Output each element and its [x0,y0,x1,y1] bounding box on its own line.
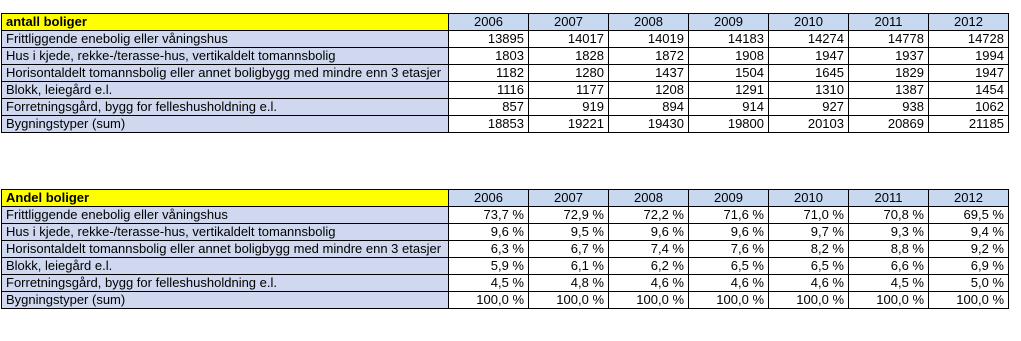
cell-value: 4,6 % [769,275,849,292]
row-label: Blokk, leiegård e.l. [2,258,449,275]
cell-value: 7,6 % [689,241,769,258]
cell-value: 1454 [929,82,1009,99]
row-label: Blokk, leiegård e.l. [2,82,449,99]
cell-value: 14019 [609,31,689,48]
cell-value: 8,8 % [849,241,929,258]
cell-value: 1387 [849,82,929,99]
cell-value: 1437 [609,65,689,82]
cell-value: 100,0 % [529,292,609,309]
cell-value: 100,0 % [449,292,529,309]
cell-value: 100,0 % [849,292,929,309]
table-row [2,258,1009,275]
cell-value: 100,0 % [609,292,689,309]
table-row [2,99,1009,116]
cell-value: 14728 [929,31,1009,48]
cell-value: 1829 [849,65,929,82]
row-label: Forretningsgård, bygg for felleshusholdning e.l. [2,275,449,292]
table-title: antall boliger [2,14,449,31]
cell-value: 5,9 % [449,258,529,275]
cell-value: 21185 [929,116,1009,133]
cell-value: 914 [689,99,769,116]
cell-value: 1291 [689,82,769,99]
cell-value: 19221 [529,116,609,133]
cell-value: 72,2 % [609,207,689,224]
table-row [2,48,1009,65]
year-header: 2010 [769,14,849,31]
cell-value: 69,5 % [929,207,1009,224]
andel-boliger-table [1,189,1009,309]
cell-value: 6,3 % [449,241,529,258]
cell-value: 72,9 % [529,207,609,224]
cell-value: 9,2 % [929,241,1009,258]
cell-value: 71,0 % [769,207,849,224]
cell-value: 6,9 % [929,258,1009,275]
table-row [2,275,1009,292]
table-row [2,82,1009,99]
cell-value: 4,8 % [529,275,609,292]
header-row [2,190,1009,207]
cell-value: 8,2 % [769,241,849,258]
row-label: Frittliggende enebolig eller våningshus [2,207,449,224]
row-label: Horisontaldelt tomannsbolig eller annet boligbygg med mindre enn 3 etasjer [2,241,449,258]
cell-value: 1182 [449,65,529,82]
year-header: 2007 [529,14,609,31]
cell-value: 1504 [689,65,769,82]
row-label: Hus i kjede, rekke-/terasse-hus, vertikaldelt tomannsbolig [2,48,449,65]
cell-value: 70,8 % [849,207,929,224]
cell-value: 1208 [609,82,689,99]
cell-value: 7,4 % [609,241,689,258]
cell-value: 9,4 % [929,224,1009,241]
row-label: Horisontaldelt tomannsbolig eller annet boligbygg med mindre enn 3 etasjer [2,65,449,82]
cell-value: 919 [529,99,609,116]
year-header: 2007 [529,190,609,207]
cell-value: 18853 [449,116,529,133]
cell-value: 9,5 % [529,224,609,241]
table-row [2,207,1009,224]
cell-value: 1280 [529,65,609,82]
cell-value: 1116 [449,82,529,99]
cell-value: 9,6 % [609,224,689,241]
row-label: Hus i kjede, rekke-/terasse-hus, vertikaldelt tomannsbolig [2,224,449,241]
cell-value: 5,0 % [929,275,1009,292]
cell-value: 71,6 % [689,207,769,224]
cell-value: 9,3 % [849,224,929,241]
table-row [2,224,1009,241]
cell-value: 927 [769,99,849,116]
cell-value: 1872 [609,48,689,65]
cell-value: 73,7 % [449,207,529,224]
cell-value: 1645 [769,65,849,82]
cell-value: 9,7 % [769,224,849,241]
year-header: 2006 [449,14,529,31]
cell-value: 4,6 % [609,275,689,292]
cell-value: 6,6 % [849,258,929,275]
cell-value: 4,5 % [449,275,529,292]
table-row [2,116,1009,133]
cell-value: 9,6 % [689,224,769,241]
cell-value: 1994 [929,48,1009,65]
year-header: 2010 [769,190,849,207]
year-header: 2006 [449,190,529,207]
year-header: 2011 [849,14,929,31]
cell-value: 938 [849,99,929,116]
cell-value: 100,0 % [689,292,769,309]
cell-value: 1828 [529,48,609,65]
cell-value: 6,1 % [529,258,609,275]
cell-value: 1062 [929,99,1009,116]
cell-value: 4,5 % [849,275,929,292]
year-header: 2009 [689,14,769,31]
cell-value: 14183 [689,31,769,48]
cell-value: 13895 [449,31,529,48]
table-row [2,65,1009,82]
year-header: 2009 [689,190,769,207]
cell-value: 100,0 % [929,292,1009,309]
cell-value: 1937 [849,48,929,65]
cell-value: 1177 [529,82,609,99]
cell-value: 14778 [849,31,929,48]
cell-value: 6,2 % [609,258,689,275]
cell-value: 100,0 % [769,292,849,309]
cell-value: 14017 [529,31,609,48]
cell-value: 20869 [849,116,929,133]
year-header: 2008 [609,14,689,31]
cell-value: 4,6 % [689,275,769,292]
table-row [2,241,1009,258]
year-header: 2011 [849,190,929,207]
cell-value: 19430 [609,116,689,133]
cell-value: 1947 [929,65,1009,82]
cell-value: 19800 [689,116,769,133]
header-row [2,14,1009,31]
table-row [2,292,1009,309]
cell-value: 1803 [449,48,529,65]
cell-value: 1908 [689,48,769,65]
cell-value: 1310 [769,82,849,99]
cell-value: 6,5 % [769,258,849,275]
year-header: 2012 [929,190,1009,207]
table-title: Andel boliger [2,190,449,207]
cell-value: 6,5 % [689,258,769,275]
table-row [2,31,1009,48]
cell-value: 894 [609,99,689,116]
row-label: Frittliggende enebolig eller våningshus [2,31,449,48]
cell-value: 857 [449,99,529,116]
cell-value: 14274 [769,31,849,48]
year-header: 2012 [929,14,1009,31]
cell-value: 6,7 % [529,241,609,258]
row-label: Bygningstyper (sum) [2,116,449,133]
cell-value: 1947 [769,48,849,65]
cell-value: 9,6 % [449,224,529,241]
row-label: Forretningsgård, bygg for felleshusholdning e.l. [2,99,449,116]
row-label: Bygningstyper (sum) [2,292,449,309]
cell-value: 20103 [769,116,849,133]
year-header: 2008 [609,190,689,207]
antall-boliger-table [1,13,1009,133]
